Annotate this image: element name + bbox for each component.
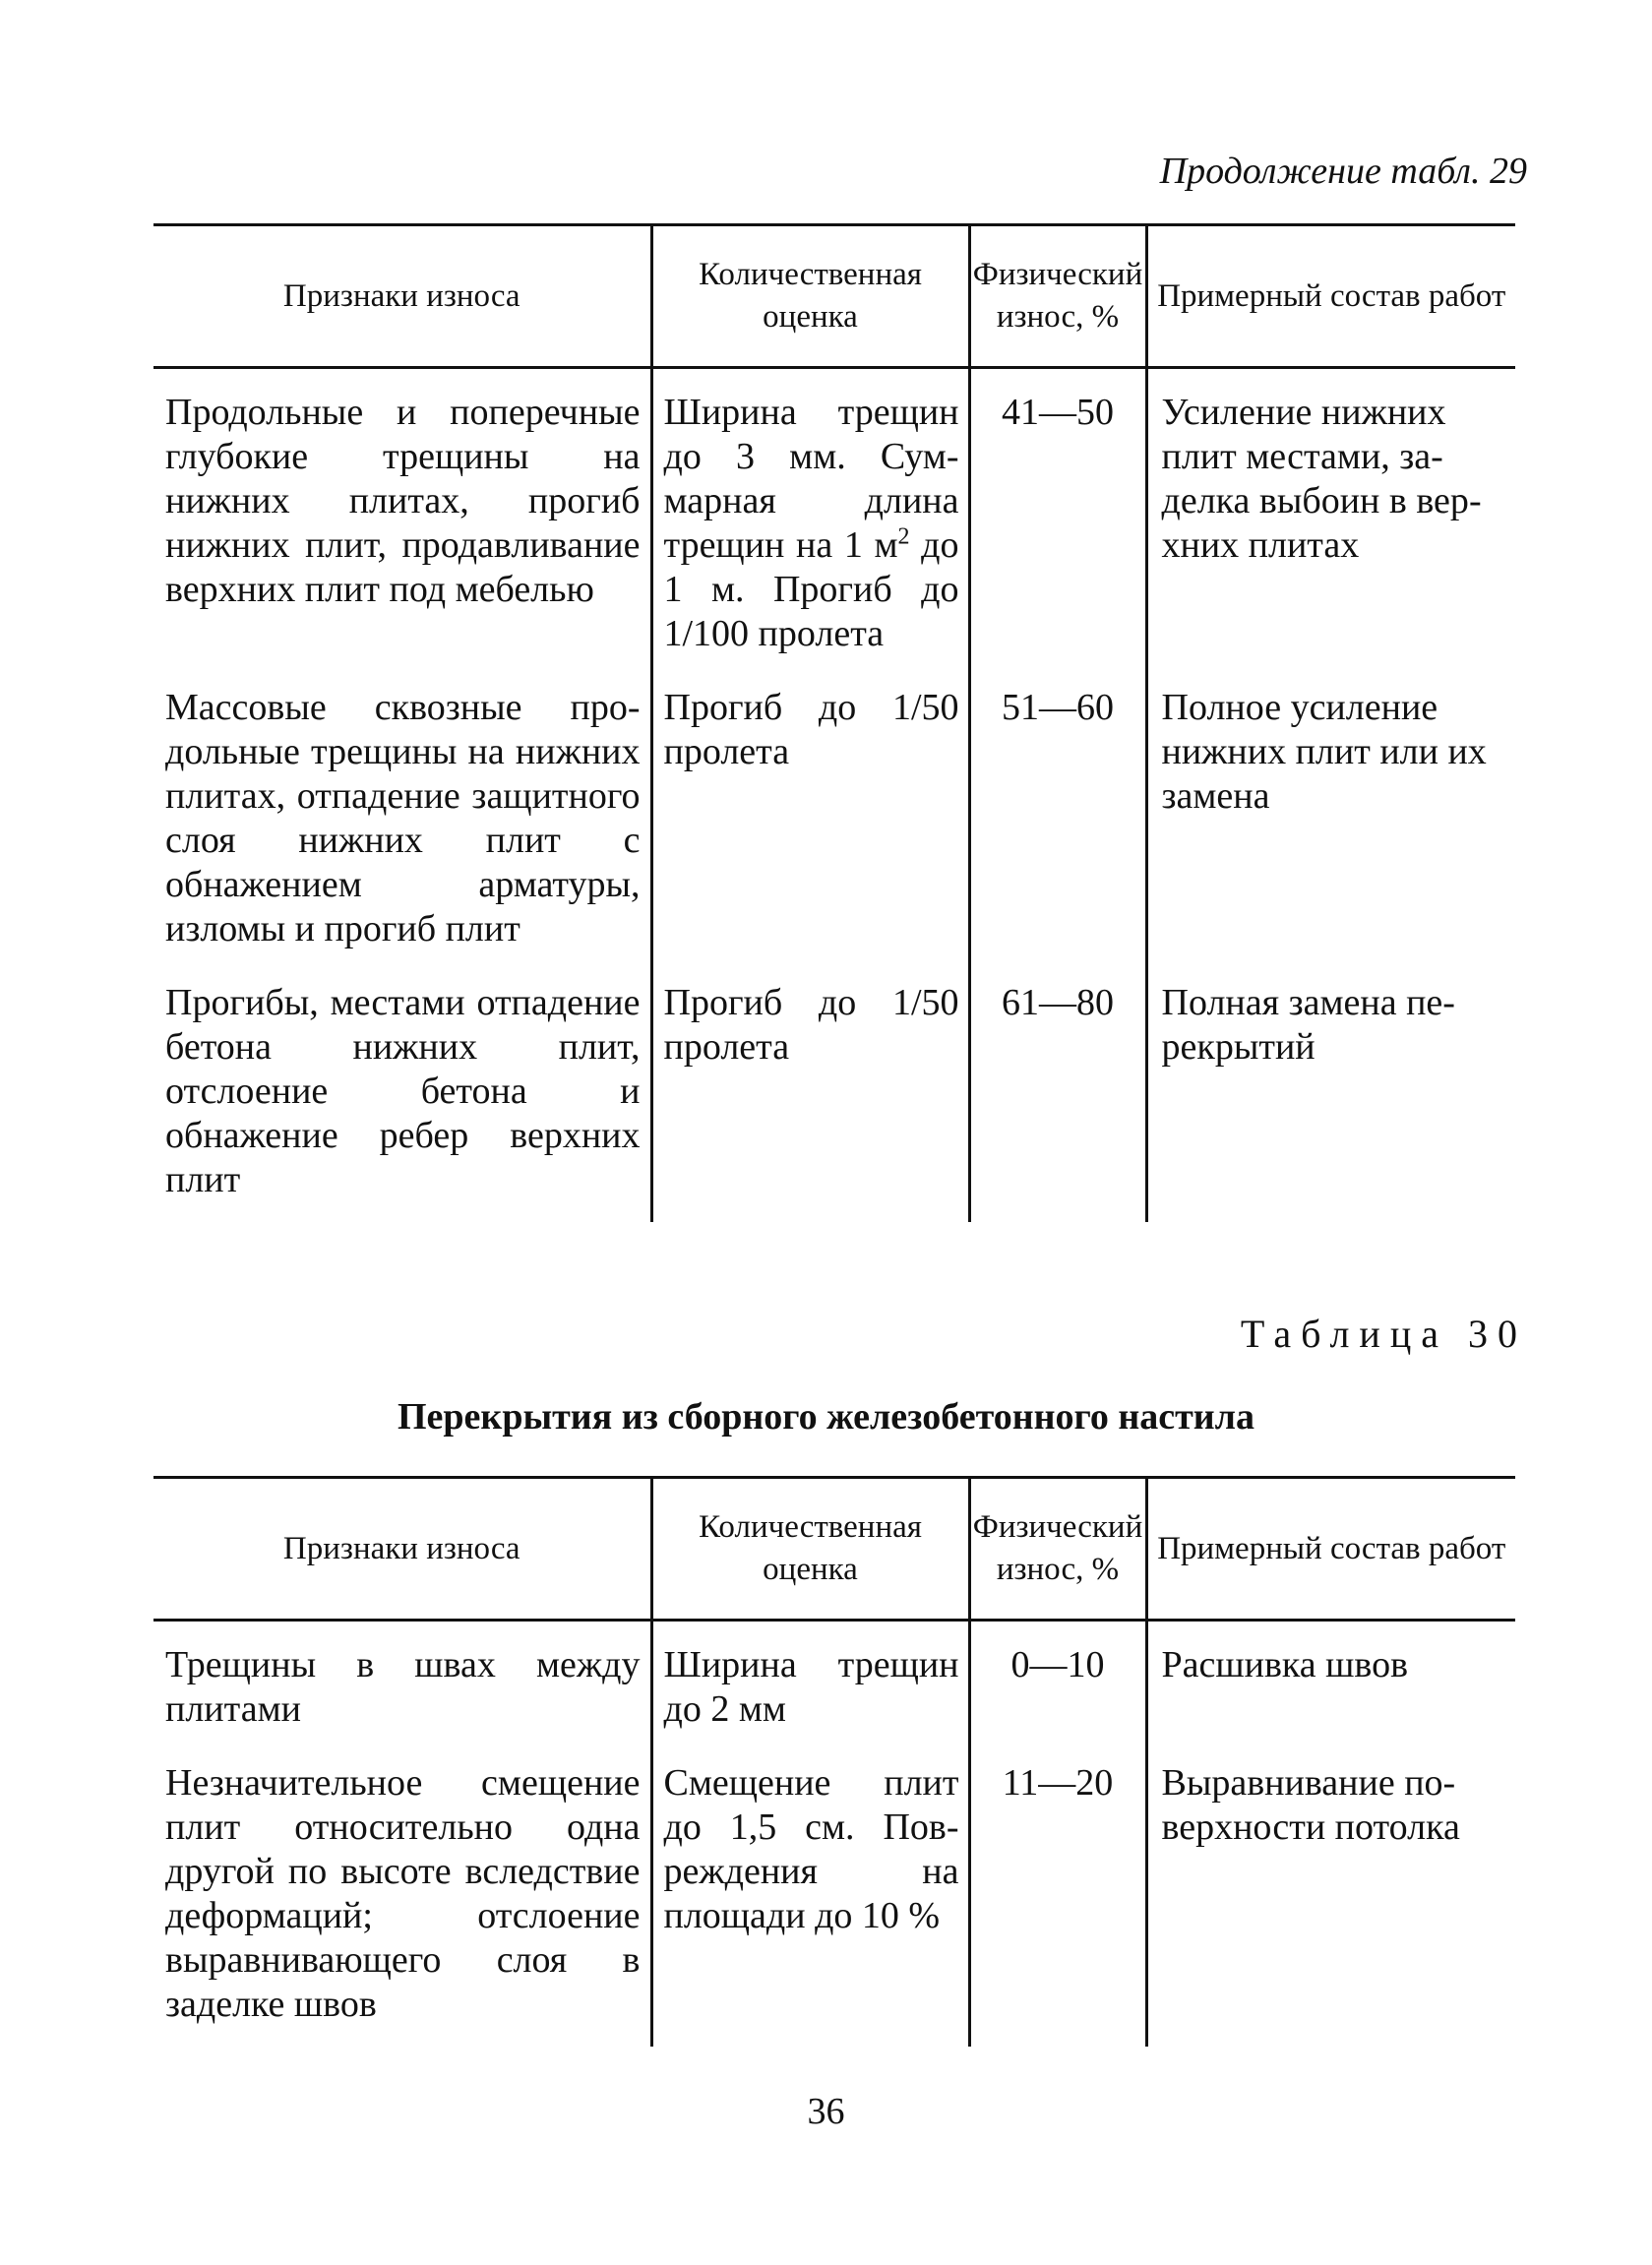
cell-signs: Незначительное смещение плит относительно одна другой по высоте вследствие деформаций; отслоение выравнивающего слоя в заделке швов bbox=[165, 1762, 641, 2025]
cell-wear: 11—20 bbox=[969, 1761, 1146, 2047]
header-wear-signs: Признаки износа bbox=[153, 225, 651, 368]
cell-signs: Трещины в швах между плитами bbox=[165, 1644, 641, 1730]
superscript-2: 2 bbox=[897, 523, 910, 550]
table-row bbox=[153, 1621, 1515, 1762]
table-row bbox=[153, 686, 1515, 981]
cell-wear: 51—60 bbox=[969, 686, 1146, 981]
cell-works: Расшивка швов bbox=[1146, 1621, 1515, 1762]
cell-wear: 41—50 bbox=[969, 368, 1146, 687]
cell-signs: Прогибы, местами отпадение бетона нижних плит, отслоение бетона и обнажение ребер верхних плит bbox=[165, 982, 641, 1200]
table-row bbox=[153, 1761, 1515, 2047]
page-number: 36 bbox=[807, 2091, 845, 2132]
assessment-text-continued: до 1 м. Прогиб до 1/100 пролета bbox=[663, 524, 959, 654]
table-row bbox=[153, 981, 1515, 1222]
cell-wear: 61—80 bbox=[969, 981, 1146, 1222]
header-physical-wear: Физический износ, % bbox=[969, 225, 1146, 368]
cell-signs: Массовые сквозные продольные трещины на нижних плитах, отпадение защитного слоя нижних плит с обнажением арматуры, изломы и прогиб плит bbox=[165, 687, 641, 949]
header-physical-wear: Физический износ, % bbox=[969, 1478, 1146, 1621]
cell-works: Выравнивание поверхности потолка bbox=[1146, 1761, 1515, 2047]
cell-works: Полная замена перекрытий bbox=[1146, 981, 1515, 1222]
header-quantitative-assessment: Количественная оценка bbox=[651, 225, 969, 368]
table-30-label: Таблица 30 bbox=[1240, 1312, 1527, 1356]
continuation-label: Продолжение табл. 29 bbox=[1159, 151, 1527, 192]
cell-assessment: Прогиб до 1/50 пролета bbox=[651, 686, 969, 981]
cell-assessment: Ширина трещин до 2 мм bbox=[651, 1621, 969, 1762]
header-works: Примерный состав работ bbox=[1146, 225, 1515, 368]
cell-works: Усиление нижних плит местами, заделка выбоин в верхних плитах bbox=[1146, 368, 1515, 687]
cell-wear: 0—10 bbox=[969, 1621, 1146, 1762]
cell-assessment: Прогиб до 1/50 пролета bbox=[651, 981, 969, 1222]
table-30 bbox=[153, 1476, 1515, 2047]
table-30-title: Перекрытия из сборного железобетонного настила bbox=[398, 1396, 1254, 1438]
header-quantitative-assessment: Количественная оценка bbox=[651, 1478, 969, 1621]
cell-signs: Продольные и поперечные глубокие трещины на нижних плитах, прогиб нижних плит, продавливание верхних плит под мебелью bbox=[165, 392, 641, 610]
table-row bbox=[153, 368, 1515, 687]
header-works: Примерный состав работ bbox=[1146, 1478, 1515, 1621]
table-header-row bbox=[153, 1478, 1515, 1621]
assessment-text: Ширина трещин до 3 мм. Суммарная длина трещин на 1 м bbox=[663, 392, 959, 566]
cell-assessment: Смещение плит до 1,5 см. Повреждения на площади до 10 % bbox=[651, 1761, 969, 2047]
header-wear-signs: Признаки износа bbox=[153, 1478, 651, 1621]
cell-assessment bbox=[651, 368, 969, 687]
table-29 bbox=[153, 223, 1515, 1222]
cell-works: Полное усиление нижних плит или их замена bbox=[1146, 686, 1515, 981]
table-header-row bbox=[153, 225, 1515, 368]
